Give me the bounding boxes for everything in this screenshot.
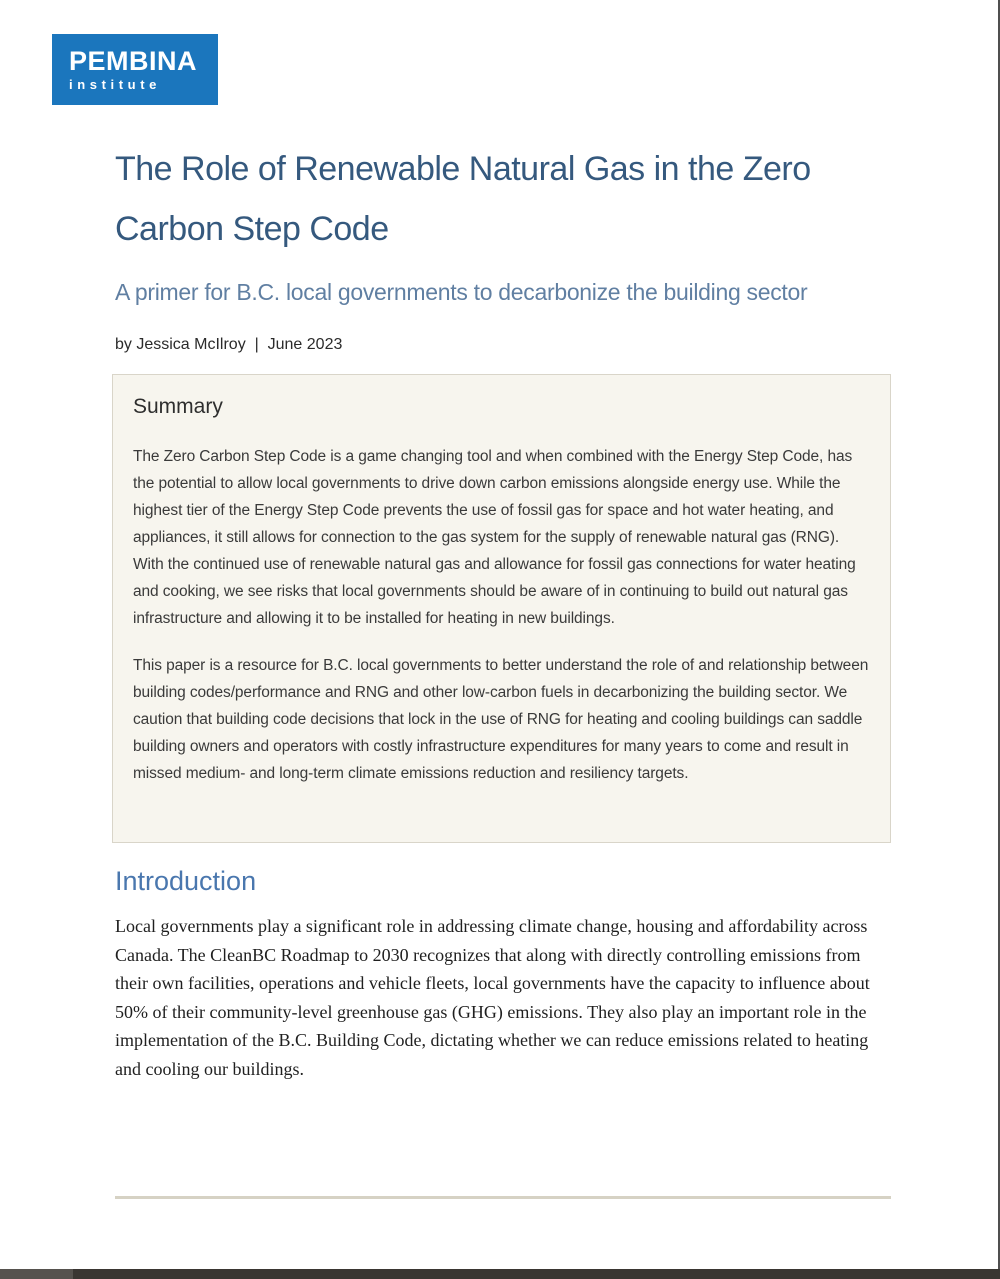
- logo-wordmark: PEMBINA: [69, 46, 198, 76]
- pembina-institute-logo: [52, 34, 218, 105]
- introduction-paragraph: Local governments play a significant role in addressing climate change, housing and affordability across Canada. The CleanBC Roadmap to 2030 recognizes that along with directly controlling emissions from their own facilities, operations and vehicle fleets, local governments have the capacity to influence about 50% of their community-level greenhouse gas (GHG) emissions. They also play an important role in the implementation of the B.C. Building Code, dictating whether we can reduce emissions related to heating and cooling our buildings.: [115, 916, 870, 1079]
- footer-divider-rule: [115, 1196, 891, 1199]
- byline: by Jessica McIlroy | June 2023: [115, 336, 343, 353]
- window-bottom-bar-segment: [0, 1269, 73, 1279]
- window-bottom-bar: [0, 1269, 1000, 1279]
- page-subtitle: A primer for B.C. local governments to decarbonize the building sector: [115, 279, 808, 305]
- summary-paragraph-2: This paper is a resource for B.C. local governments to better understand the role of and relationship between building codes/performance and RNG and other low-carbon fuels in decarbonizing the building sector. We caution that building code decisions that lock in the use of RNG for heating and cooling buildings can saddle building owners and operators with costly infrastructure expenditures for many years to come and result in missed medium- and long-term climate emissions reduction and resiliency targets.: [133, 657, 869, 782]
- summary-paragraph-1: The Zero Carbon Step Code is a game changing tool and when combined with the Energy Step Code, has the potential to allow local governments to drive down carbon emissions alongside energy use. While the highest tier of the Energy Step Code prevents the use of fossil gas for space and hot water heating, and appliances, it still allows for connection to the gas system for the supply of renewable natural gas (RNG). With the continued use of renewable natural gas and allowance for fossil gas connections for water heating and cooking, we see risks that local governments should be aware of in continuing to build out natural gas infrastructure and allowing it to be installed for heating in new buildings.: [133, 448, 856, 627]
- summary-box: [112, 374, 891, 843]
- summary-heading: Summary: [133, 395, 223, 418]
- page-title: The Role of Renewable Natural Gas in the Zero Carbon Step Code: [115, 150, 811, 248]
- introduction-heading: Introduction: [115, 866, 257, 896]
- logo-tagline: institute: [69, 77, 161, 92]
